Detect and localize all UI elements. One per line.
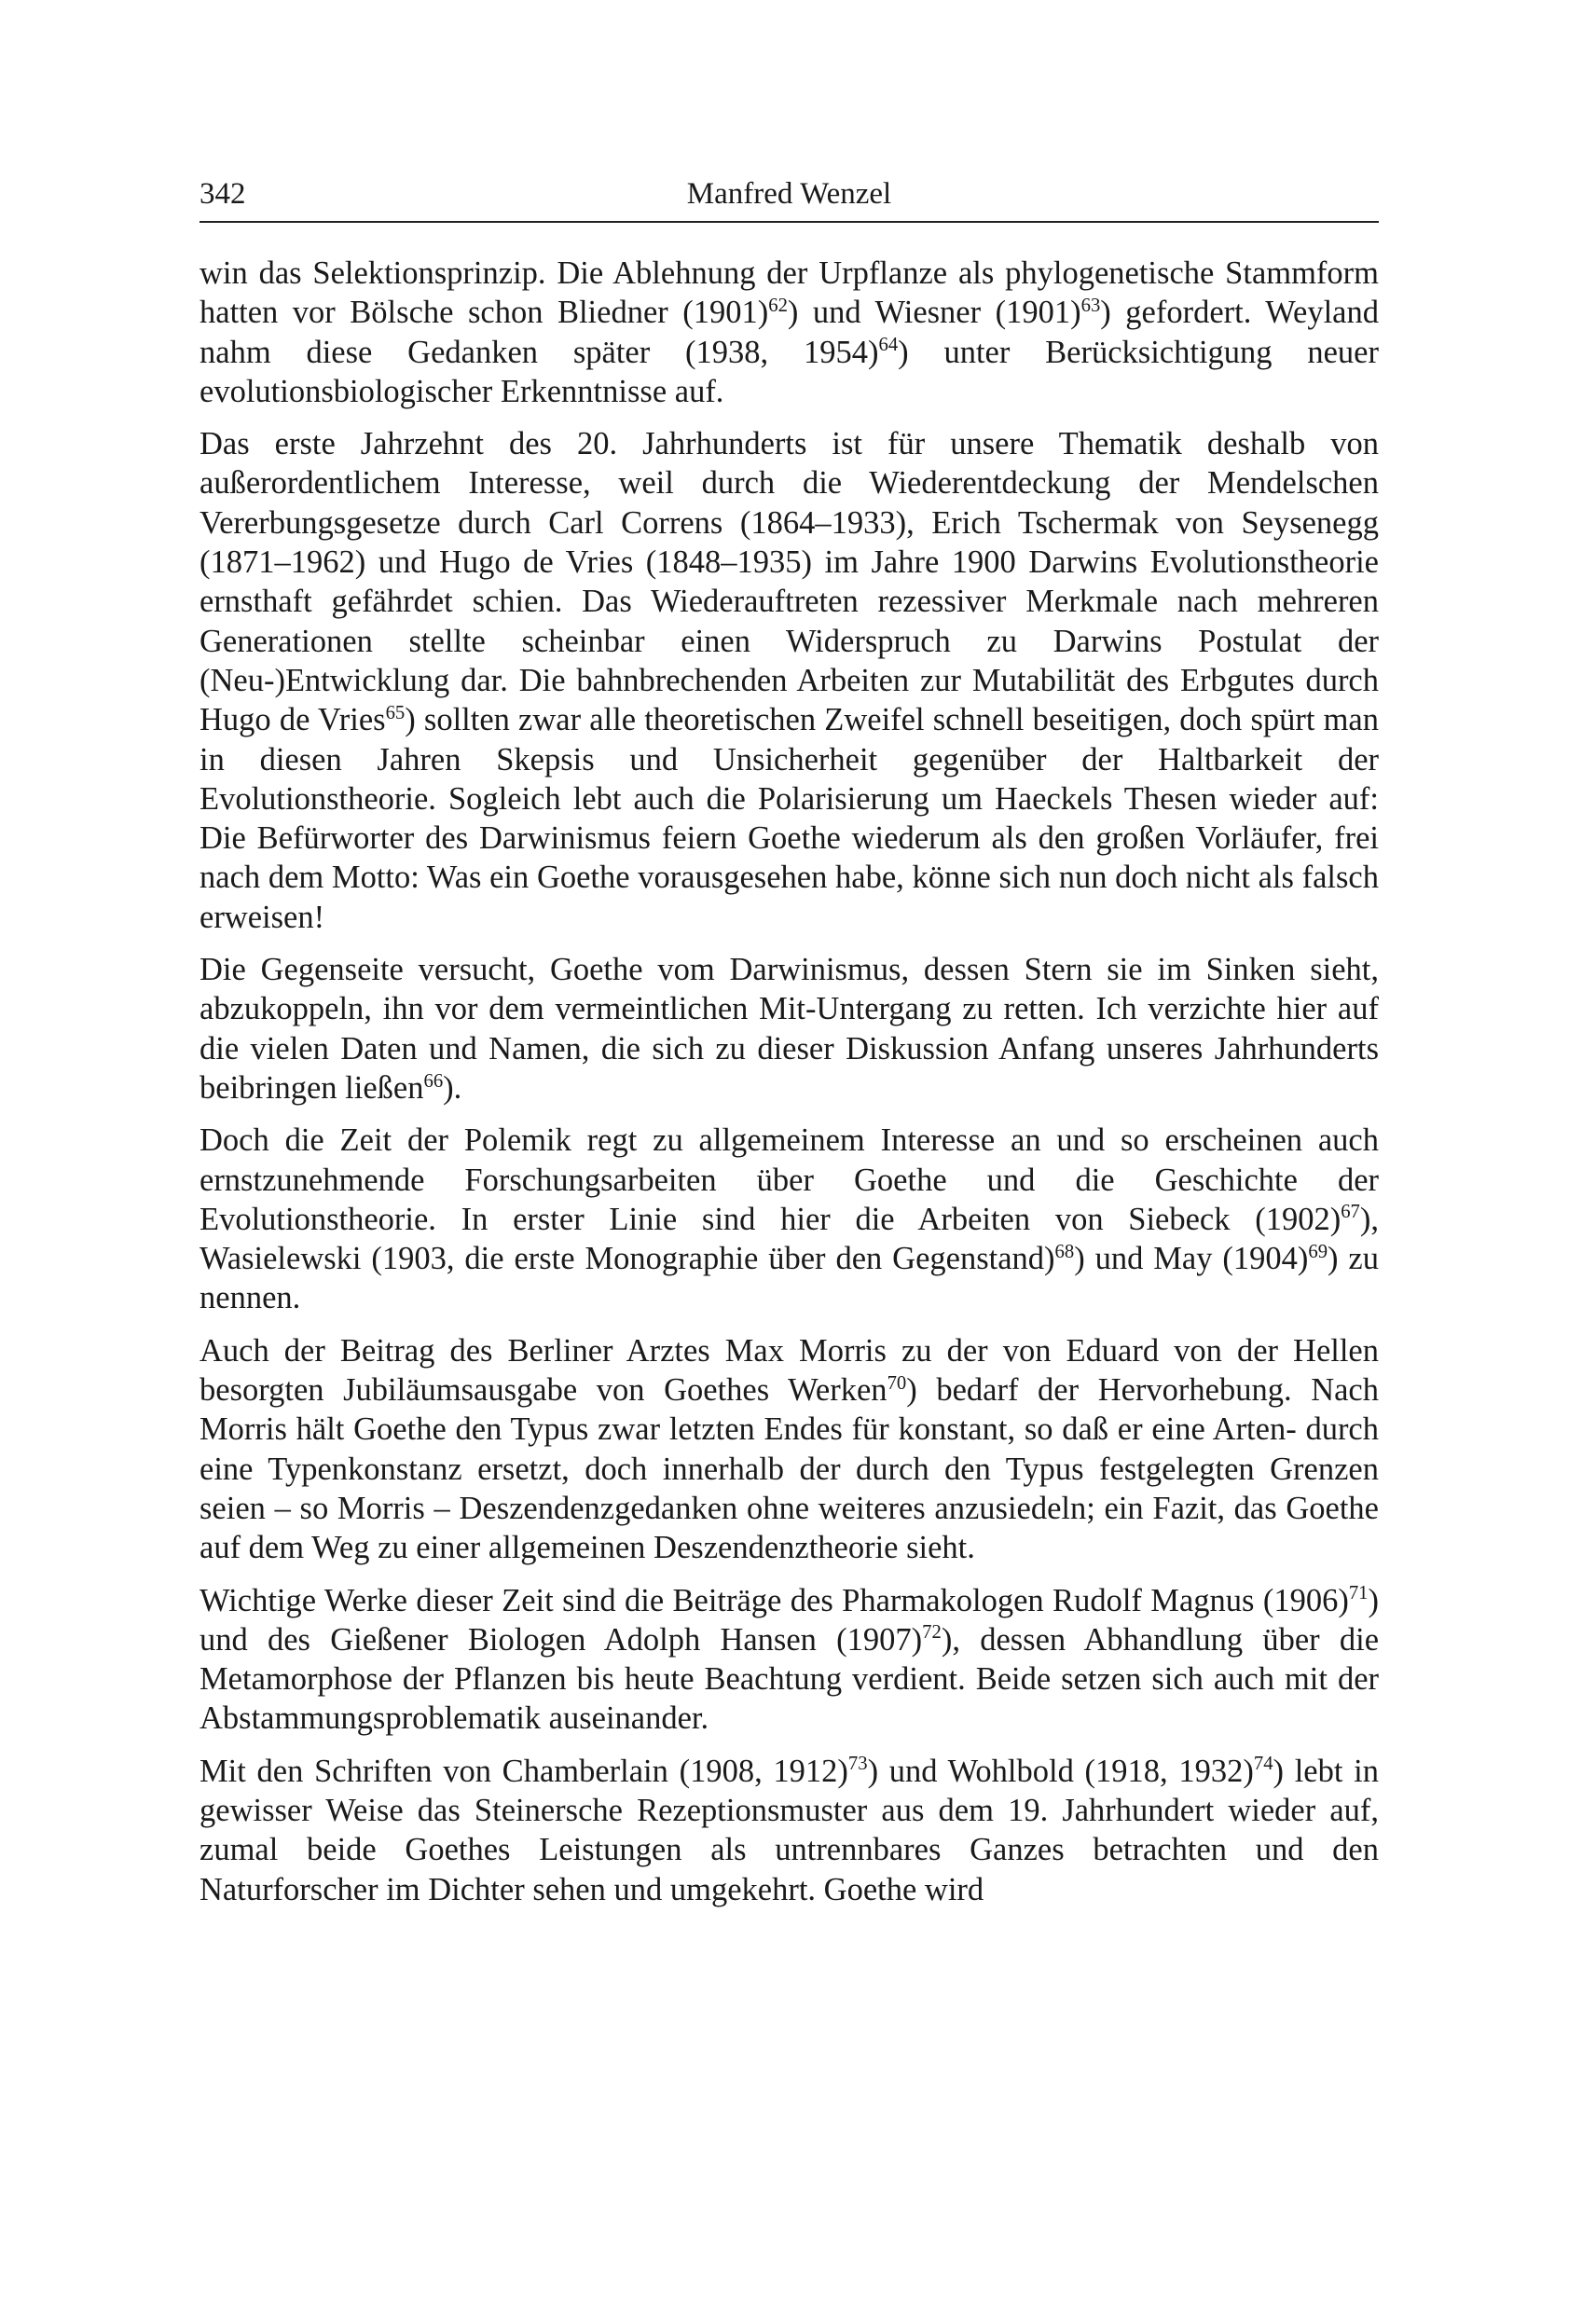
footnote-reference: 63 bbox=[1080, 295, 1101, 316]
text-run: ) lebt in gewisser Weise das Steinersche Rezeptionsmuster aus dem 19. Jahrhundert wieder auf, zumal beide Goethes Leistungen als untrennbares Ganzes betrachten und den Naturforscher im Dichter sehen und umgekehrt. Goethe wird bbox=[200, 1753, 1379, 1907]
paragraph bbox=[200, 1581, 1379, 1739]
text-run: Das erste Jahrzehnt des 20. Jahrhunderts ist für unsere Thematik deshalb von außerordentlichem Interesse, weil durch die Wiederentdeckung der Mendelschen Vererbungsgesetze durch Carl Correns (1864–1933), Erich Tschermak von Seysenegg (1871–1962) und Hugo de Vries (1848–1935) im Jahre 1900 Darwins Evolutionstheorie ernsthaft gefährdet schien. Das Wiederauftreten rezessiver Merkmale nach mehreren Generationen stellte scheinbar einen Widerspruch zu Darwins Postulat der (Neu-)Entwicklung dar. Die bahnbrechenden Arbeiten zur Mutabilität des Erbgutes durch Hugo de Vries bbox=[200, 426, 1379, 738]
footnote-reference: 65 bbox=[385, 702, 406, 723]
text-run: ) und May (1904) bbox=[1074, 1241, 1309, 1277]
paragraph bbox=[200, 1331, 1379, 1568]
footnote-reference: 71 bbox=[1348, 1583, 1369, 1604]
text-run: Mit den Schriften von Chamberlain (1908, 1912) bbox=[200, 1753, 848, 1789]
text-run: Auch der Beitrag des Berliner Arztes Max Morris zu der von Eduard von der Hellen besorgten Jubiläumsausgabe von Goethes Werken bbox=[200, 1332, 1379, 1409]
text-run: ) gefordert. Weyland nahm diese Gedanken später (1938, 1954) bbox=[200, 295, 1379, 370]
footnote-reference: 62 bbox=[768, 295, 788, 316]
text-run: ) und Wohlbold (1918, 1932) bbox=[867, 1753, 1254, 1789]
text-run: ) bedarf der Hervorhebung. Nach Morris hält Goethe den Typus zwar letzten Endes für konstant, so daß er eine Arten- durch eine Typenkonstanz ersetzt, doch innerhalb der durch den Typus festgelegten Grenzen seien – so Morris – Deszendenzgedanken ohne weiteres anzusiedeln; ein Fazit, das Goethe auf dem Weg zu einer allgemeinen Deszendenztheorie sieht. bbox=[200, 1372, 1379, 1566]
footnote-reference: 67 bbox=[1341, 1202, 1360, 1223]
text-run: ) zu nennen. bbox=[200, 1241, 1379, 1316]
header-rule bbox=[200, 221, 1379, 223]
footnote-reference: 69 bbox=[1308, 1241, 1328, 1262]
footnote-reference: 72 bbox=[922, 1622, 942, 1644]
text-run: ), dessen Abhandlung über die Metamorphose der Pflanzen bis heute Beachtung verdient. Beide setzen sich auch mit der Abstammungsproblematik auseinander. bbox=[200, 1621, 1380, 1737]
page-number: 342 bbox=[200, 177, 246, 211]
text-run: ) und Wiesner (1901) bbox=[787, 295, 1081, 331]
text-run: ) und des Gießener Biologen Adolph Hansen (1907) bbox=[200, 1582, 1379, 1658]
text-run: ) sollten zwar alle theoretischen Zweifel schnell beseitigen, doch spürt man in diesen Jahren Skepsis und Unsicherheit gegenüber der Haltbarkeit der Evolutionstheorie. Sogleich lebt auch die Polarisierung um Haeckels Thesen wieder auf: Die Befürworter des Darwinismus feiern Goethe wiederum als den großen Vorläufer, frei nach dem Motto: Was ein Goethe vorausgesehen habe, könne sich nun doch nicht als falsch erweisen! bbox=[200, 702, 1379, 935]
paragraph bbox=[200, 424, 1379, 937]
page-header bbox=[200, 172, 1379, 216]
text-run: Die Gegenseite versucht, Goethe vom Darwinismus, dessen Stern sie im Sinken sieht, abzukoppeln, ihn vor dem vermeintlichen Mit-Untergang zu retten. Ich verzichte hier auf die vielen Daten und Namen, die sich zu dieser Diskussion Anfang unseres Jahrhunderts beibringen ließen bbox=[200, 952, 1379, 1106]
paragraph bbox=[200, 254, 1379, 411]
footnote-reference: 68 bbox=[1054, 1241, 1075, 1262]
footnote-reference: 70 bbox=[887, 1372, 907, 1394]
text-run: win das Selektionsprinzip. Die Ablehnung der Urpflanze als phylogenetische Stammform hatten vor Bölsche schon Bliedner (1901) bbox=[200, 255, 1379, 331]
footnote-reference: 64 bbox=[878, 335, 899, 356]
text-run: ). bbox=[443, 1069, 462, 1106]
text-run: Doch die Zeit der Polemik regt zu allgemeinem Interesse an und so erscheinen auch ernstzunehmende Forschungsarbeiten über Goethe und die Geschichte der Evolutionstheorie. In erster Linie sind hier die Arbeiten von Siebeck (1902) bbox=[200, 1122, 1379, 1237]
paragraph bbox=[200, 1752, 1379, 1909]
text-run: Wichtige Werke dieser Zeit sind die Beiträge des Pharmakologen Rudolf Magnus (1906) bbox=[200, 1582, 1349, 1618]
paragraph bbox=[200, 950, 1379, 1108]
body-text bbox=[200, 254, 1379, 1922]
text-run: ) unter Berücksichtigung neuer evolutionsbiologischer Erkenntnisse auf. bbox=[200, 334, 1379, 409]
footnote-reference: 66 bbox=[423, 1070, 444, 1092]
paragraph bbox=[200, 1121, 1379, 1317]
footnote-reference: 74 bbox=[1253, 1754, 1273, 1775]
footnote-reference: 73 bbox=[847, 1754, 868, 1775]
text-run: ), Wasielewski (1903, die erste Monographie über den Gegenstand) bbox=[200, 1201, 1379, 1277]
running-head: Manfred Wenzel bbox=[686, 177, 892, 211]
